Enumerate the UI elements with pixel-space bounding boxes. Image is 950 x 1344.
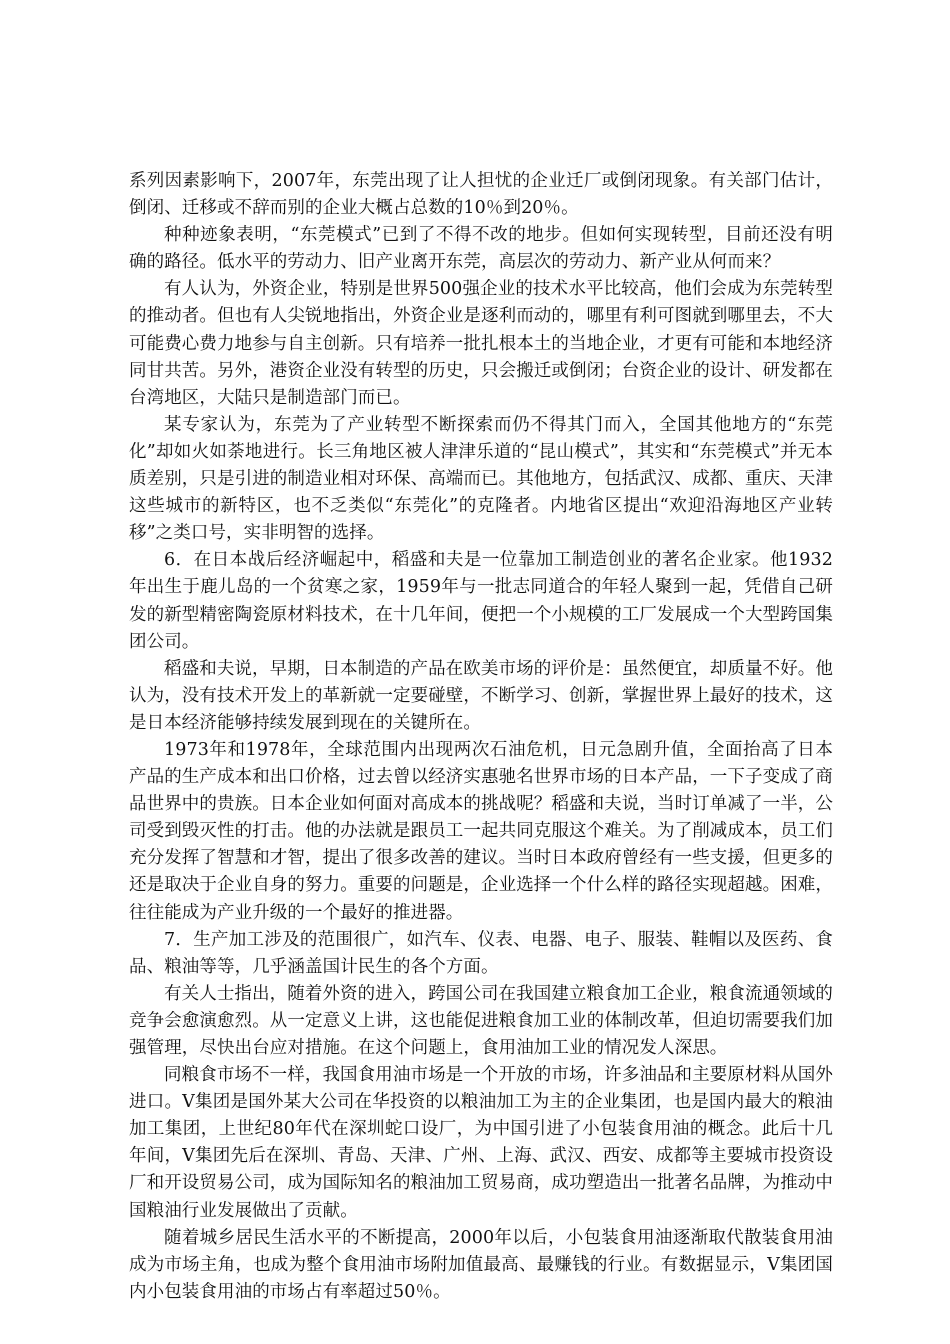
paragraph: 1973年和1978年，全球范围内出现两次石油危机，日元急剧升值，全面抬高了日本产品的生产成本和出口价格，过去曾以经济实惠驰名世界市场的日本产品，一下子变成了商品世界中的贵族。日本企业如何面对高成本的挑战呢？稻盛和夫说，当时订单减了一半，公司受到毁灭性的打击。他的办法就是跟员工一起共同克服这个难关。为了削减成本，员工们充分发挥了智慧和才智，提出了很多改善的建议。当时日本政府曾经有一些支援，但更多的还是取决于企业自身的努力。重要的问题是，企业选择一个什么样的路径实现超越。困难，往往能成为产业升级的一个最好的推进器。 bbox=[129, 739, 833, 923]
paragraph: 有关人士指出，随着外资的进入，跨国公司在我国建立粮食加工企业，粮食流通领域的竞争会愈演愈烈。从一定意义上讲，这也能促进粮食加工业的体制改革，但迫切需要我们加强管理，尽快出台应对措施。在这个问题上，食用油加工业的情况发人深思。 bbox=[129, 983, 833, 1058]
paragraph: 7．生产加工涉及的范围很广，如汽车、仪表、电器、电子、服装、鞋帽以及医药、食品、粮油等等，几乎涵盖国计民生的各个方面。 bbox=[129, 929, 833, 977]
paragraph: 稻盛和夫说，早期，日本制造的产品在欧美市场的评价是：虽然便宜，却质量不好。他认为，没有技术开发上的革新就一定要碰壁，不断学习、创新，掌握世界上最好的技术，这是日本经济能够持续发展到现在的关键所在。 bbox=[129, 658, 833, 733]
paragraph: 6．在日本战后经济崛起中，稻盛和夫是一位靠加工制造创业的著名企业家。他1932年出生于鹿儿岛的一个贫寒之家，1959年与一批志同道合的年轻人聚到一起，凭借自己研发的新型精密陶瓷原材料技术，在十几年间，便把一个小规模的工厂发展成一个大型跨国集团公司。 bbox=[129, 550, 833, 652]
paragraph: 随着城乡居民生活水平的不断提高，2000年以后，小包装食用油逐渐取代散装食用油成为市场主角，也成为整个食用油市场附加值最高、最赚钱的行业。有数据显示，V集团国内小包装食用油的市场占有率超过50％。 bbox=[129, 1227, 833, 1302]
paragraph: 某专家认为，东莞为了产业转型不断探索而仍不得其门而入，全国其他地方的“东莞化”却如火如荼地进行。长三角地区被人津津乐道的“昆山模式”，其实和“东莞模式”并无本质差别，只是引进的制造业相对环保、高端而已。其他地方，包括武汉、成都、重庆、天津这些城市的新特区，也不乏类似“东莞化”的克隆者。内地省区提出“欢迎沿海地区产业转移”之类口号，实非明智的选择。 bbox=[129, 414, 833, 544]
paragraph: 有人认为，外资企业，特别是世界500强企业的技术水平比较高，他们会成为东莞转型的推动者。但也有人尖锐地指出，外资企业是逐利而动的，哪里有利可图就到哪里去，不大可能费心费力地参与自主创新。只有培养一批扎根本土的当地企业，才更有可能和本地经济同甘共苦。另外，港资企业没有转型的历史，只会搬迁或倒闭；台资企业的设计、研发都在台湾地区，大陆只是制造部门而已。 bbox=[129, 279, 833, 408]
document-body bbox=[129, 168, 833, 1306]
paragraph: 种种迹象表明，“东莞模式”已到了不得不改的地步。但如何实现转型，目前还没有明确的路径。低水平的劳动力、旧产业离开东莞，高层次的劳动力、新产业从何而来？ bbox=[129, 225, 833, 273]
paragraph: 同粮食市场不一样，我国食用油市场是一个开放的市场，许多油品和主要原材料从国外进口。V集团是国外某大公司在华投资的以粮油加工为主的企业集团，也是国内最大的粮油加工集团，上世纪80年代在深圳蛇口设厂，为中国引进了小包装食用油的概念。此后十几年间，V集团先后在深圳、青岛、天津、广州、上海、武汉、西安、成都等主要城市投资设厂和开设贸易公司，成为国际知名的粮油加工贸易商，成功塑造出一批著名品牌，为推动中国粮油行业发展做出了贡献。 bbox=[129, 1065, 833, 1221]
paragraph: 系列因素影响下，2007年，东莞出现了让人担忧的企业迁厂或倒闭现象。有关部门估计，倒闭、迁移或不辞而别的企业大概占总数的10％到20％。 bbox=[129, 171, 833, 219]
